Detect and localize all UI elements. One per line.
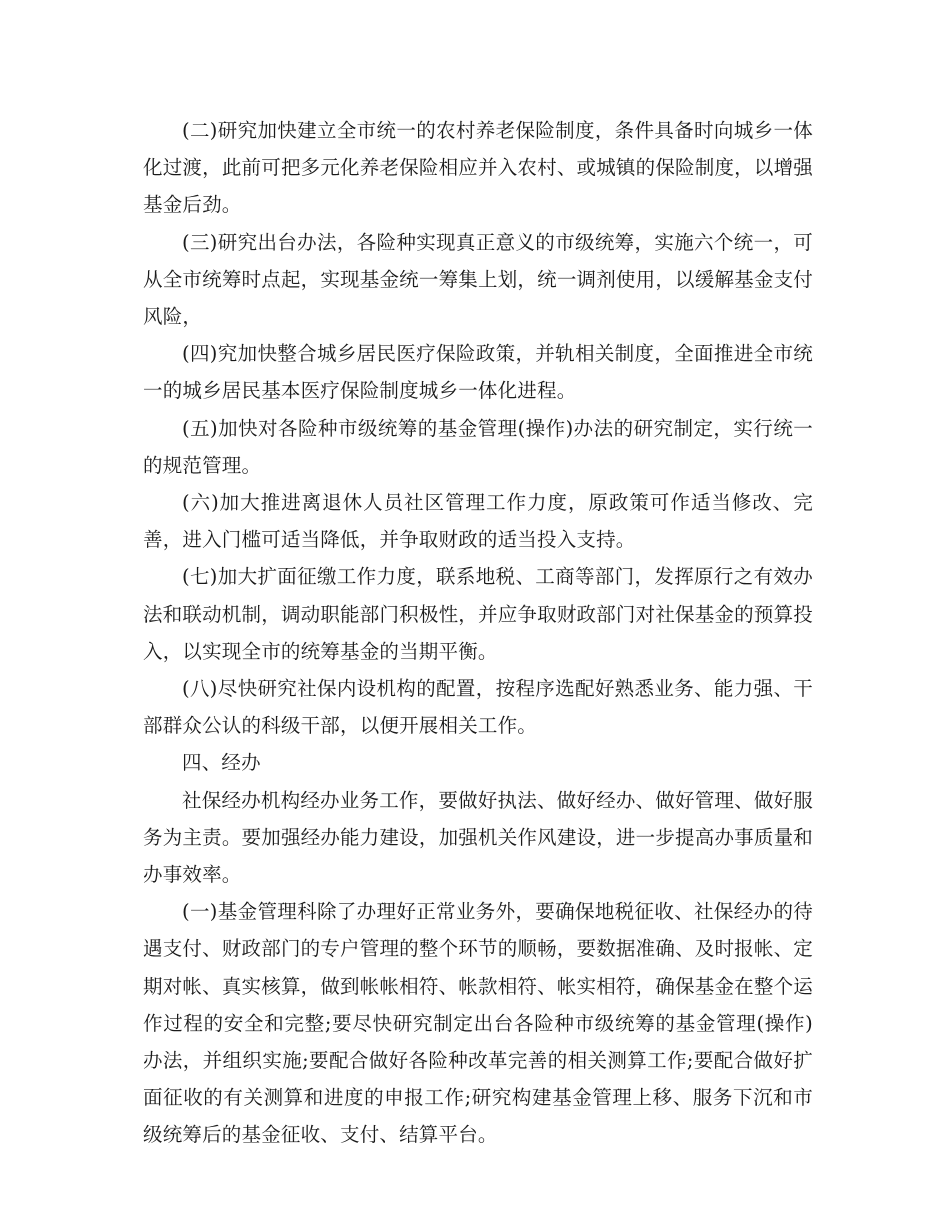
section-heading: 四、经办 — [182, 751, 261, 775]
paragraph-item-5: (五)加快对各险种市级统筹的基金管理(操作)办法的研究制定，实行统一的规范管理。 — [143, 416, 813, 477]
paragraph-item-6: (六)加大推进离退休人员社区管理工作力度，原政策可作适当修改、完善，进入门槛可适当降低，并争取财政的适当投入支持。 — [143, 491, 813, 552]
paragraph-item-7: (七)加大扩面征缴工作力度，联系地税、工商等部门，发挥原行之有效办法和联动机制，调动职能部门积极性，并应争取财政部门对社保基金的预算投入，以实现全市的统筹基金的当期平衡。 — [143, 565, 813, 663]
paragraph-item-2: (二)研究加快建立全市统一的农村养老保险制度，条件具备时向城乡一体化过渡，此前可把多元化养老保险相应并入农村、或城镇的保险制度，以增强基金后劲。 — [143, 119, 813, 217]
document-page — [143, 112, 813, 1154]
paragraph-item-3: (三)研究出台办法，各险种实现真正意义的市级统筹，实施六个统一，可从全市统筹时点起，实现基金统一筹集上划，统一调剂使用，以缓解基金支付风险， — [143, 230, 813, 329]
section-intro-paragraph: 社保经办机构经办业务工作，要做好执法、做好经办、做好管理、做好服务为主责。要加强经办能力建设，加强机关作风建设，进一步提高办事质量和办事效率。 — [143, 788, 813, 887]
paragraph-item-4: (四)究加快整合城乡居民医疗保险政策，并轨相关制度，全面推进全市统一的城乡居民基本医疗保险制度城乡一体化进程。 — [143, 342, 813, 403]
section-paragraph-item-1: (一)基金管理科除了办理好正常业务外，要确保地税征收、社保经办的待遇支付、财政部门的专户管理的整个环节的顺畅，要数据准确、及时报帐、定期对帐、真实核算，做到帐帐相符、帐款相符、帐实相符，确保基金在整个运作过程的安全和完整;要尽快研究制定出台各险种市级统筹的基金管理(操作)办法，并组织实施;要配合做好各险种改革完善的相关测算工作;要配合做好扩面征收的有关测算和进度的申报工作;研究构建基金管理上移、服务下沉和市级统筹后的基金征收、支付、结算平台。 — [143, 900, 813, 1147]
paragraph-item-8: (八)尽快研究社保内设机构的配置，按程序选配好熟悉业务、能力强、干部群众公认的科级干部，以便开展相关工作。 — [143, 677, 813, 738]
